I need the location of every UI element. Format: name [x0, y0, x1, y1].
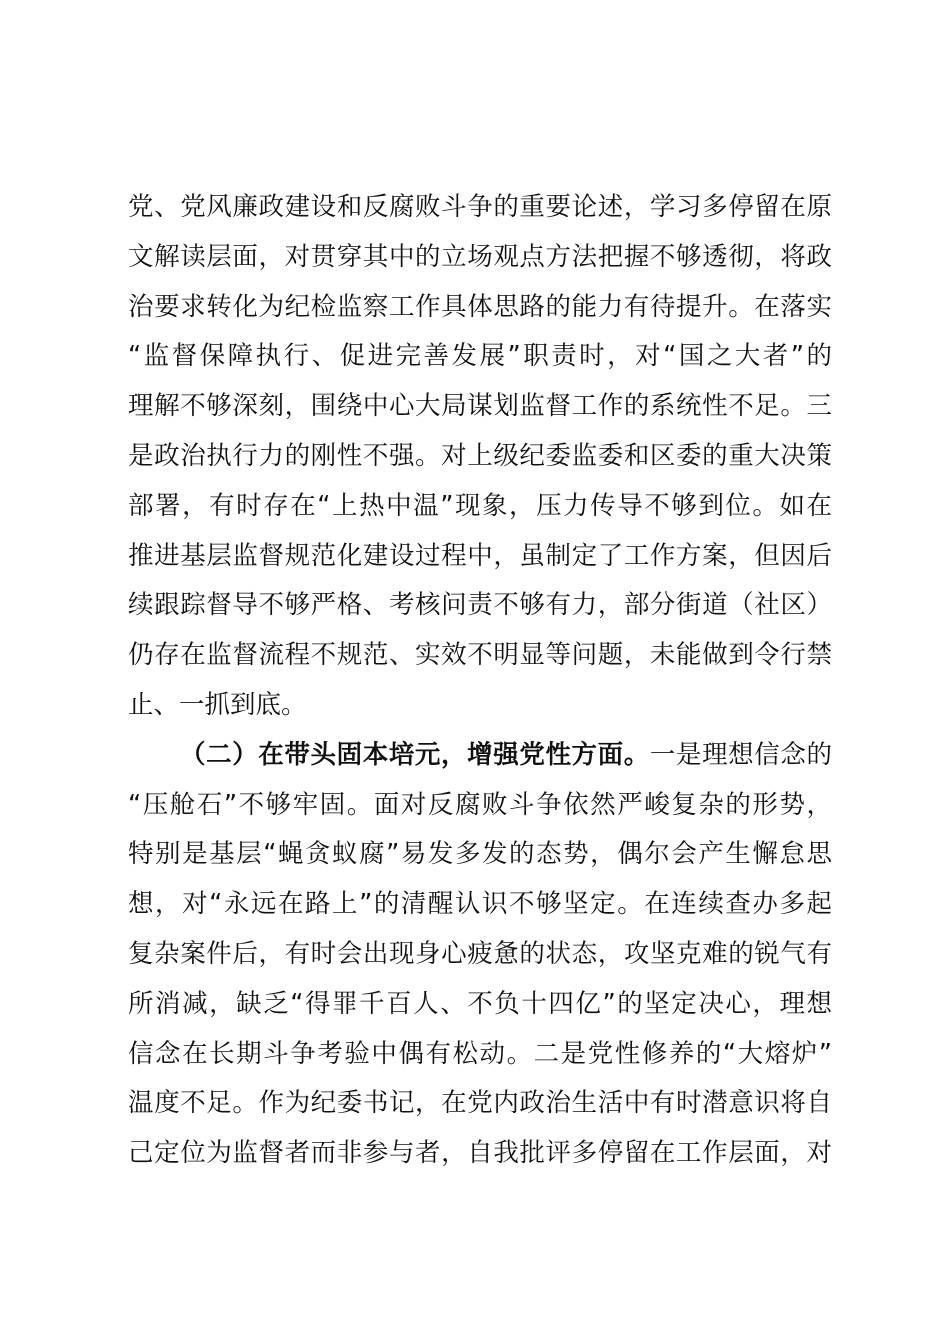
text-line: 治要求转化为纪检监察工作具体思路的能力有待提升。在落实: [128, 291, 832, 322]
text-line: 理解不够深刻，围绕中心大局谋划监督工作的系统性不足。三: [128, 391, 832, 422]
text-line: 所消减，缺乏“得罪千百人、不负十四亿”的坚定决心，理想: [128, 988, 832, 1019]
text-line: 党、党风廉政建设和反腐败斗争的重要论述，学习多停留在原: [128, 192, 832, 222]
text-line: 续跟踪督导不够严格、考核问责不够有力，部分街道（社区）: [128, 590, 832, 621]
section-heading: （二）在带头固本培元，增强党性方面。: [180, 739, 650, 770]
text-line: 想，对“永远在路上”的清醒认识不够坚定。在连续查办多起: [128, 889, 832, 920]
document-page: [128, 183, 832, 1179]
text-line: 止、一抓到底。: [128, 689, 307, 720]
text-line: 部署，有时存在“上热中温”现象，压力传导不够到位。如在: [128, 490, 832, 521]
text-line: 特别是基层“蝇贪蚁腐”易发多发的态势，偶尔会产生懈怠思: [128, 839, 832, 870]
text-line: 仍存在监督流程不规范、实效不明显等问题，未能做到令行禁: [128, 640, 832, 671]
text-line: 温度不足。作为纪委书记，在党内政治生活中有时潜意识将自: [128, 1088, 832, 1119]
text-line: “监督保障执行、促进完善发展”职责时，对“国之大者”的: [128, 341, 832, 372]
text-line: 己定位为监督者而非参与者，自我批评多停留在工作层面，对: [128, 1138, 832, 1169]
paragraph-2: [128, 731, 832, 1179]
text-line: 复杂案件后，有时会出现身心疲惫的状态，攻坚克难的锐气有: [128, 938, 832, 969]
text-run: 一是理想信念的: [649, 739, 832, 770]
text-line: 信念在长期斗争考验中偶有松动。二是党性修养的“大熔炉”: [128, 1038, 832, 1069]
paragraph-1: [128, 183, 832, 731]
text-line: 是政治执行力的刚性不强。对上级纪委监委和区委的重大决策: [128, 440, 832, 471]
text-line: “压舱石”不够牢固。面对反腐败斗争依然严峻复杂的形势，: [128, 789, 832, 820]
text-line: [128, 731, 832, 781]
text-line: 文解读层面，对贯穿其中的立场观点方法把握不够透彻，将政: [128, 241, 832, 272]
text-line: 推进基层监督规范化建设过程中，虽制定了工作方案，但因后: [128, 540, 832, 571]
